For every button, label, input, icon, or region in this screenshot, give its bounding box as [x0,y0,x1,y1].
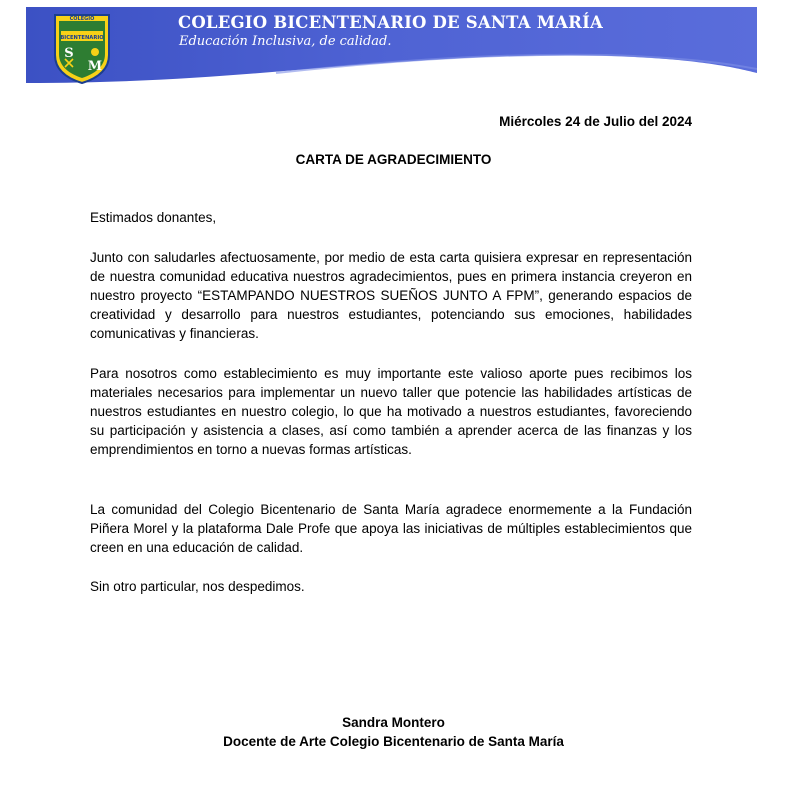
letter-greeting: Estimados donantes, [90,210,217,225]
crest-letter-s: S [64,46,74,61]
crest-top-text: COLEGIO [69,16,95,22]
letter-paragraph-1: Junto con saludarles afectuosamente, por medio de esta carta quisiera expresar en representación de nuestra comunidad educativa nuestros agradecimientos, pues en primera instancia creyeron en nuestro proyecto “ESTAMPANDO NUESTROS SUEÑOS JUNTO A FPM”, generando espacios de creatividad y desarrollo para nuestros estudiantes, potenciando sus emociones, habilidades comunicativas y financieras. [90,250,692,341]
signature-name: Sandra Montero [342,715,445,730]
crest-letter-m: M [87,59,103,74]
signature-role: Docente de Arte Colegio Bicentenario de Santa María [223,734,564,749]
letter-paragraph-2: Para nosotros como establecimiento es muy importante este valioso aporte pues recibimos los materiales necesarios para implementar un nuevo taller que potencie las habilidades artísticas de nuestros estudiantes en nuestro colegio, lo que ha motivado a nuestros estudiantes, favoreciendo su participación y asistencia a clases, así como también a aprender acerca de las finanzas y los emprendimientos en torno a nuevas formas artísticas. [90,366,692,457]
school-name: COLEGIO BICENTENARIO DE SANTA MARÍA [178,13,604,32]
letter-paragraph-3: La comunidad del Colegio Bicentenario de Santa María agradece enormemente a la Fundación Piñera Morel y la plataforma Dale Profe que apoya las iniciativas de múltiples establecimientos que creen en una educación de calidad. [90,502,692,555]
school-motto: Educación Inclusiva, de calidad. [179,34,392,49]
crest-mid-text: BICENTENARIO [60,35,104,41]
letter-closing: Sin otro particular, nos despedimos. [90,579,305,594]
school-crest-icon [51,11,113,85]
letter-title: CARTA DE AGRADECIMIENTO [295,152,492,167]
letterhead-banner [26,7,757,87]
letter-date: Miércoles 24 de Julio del 2024 [499,114,692,129]
